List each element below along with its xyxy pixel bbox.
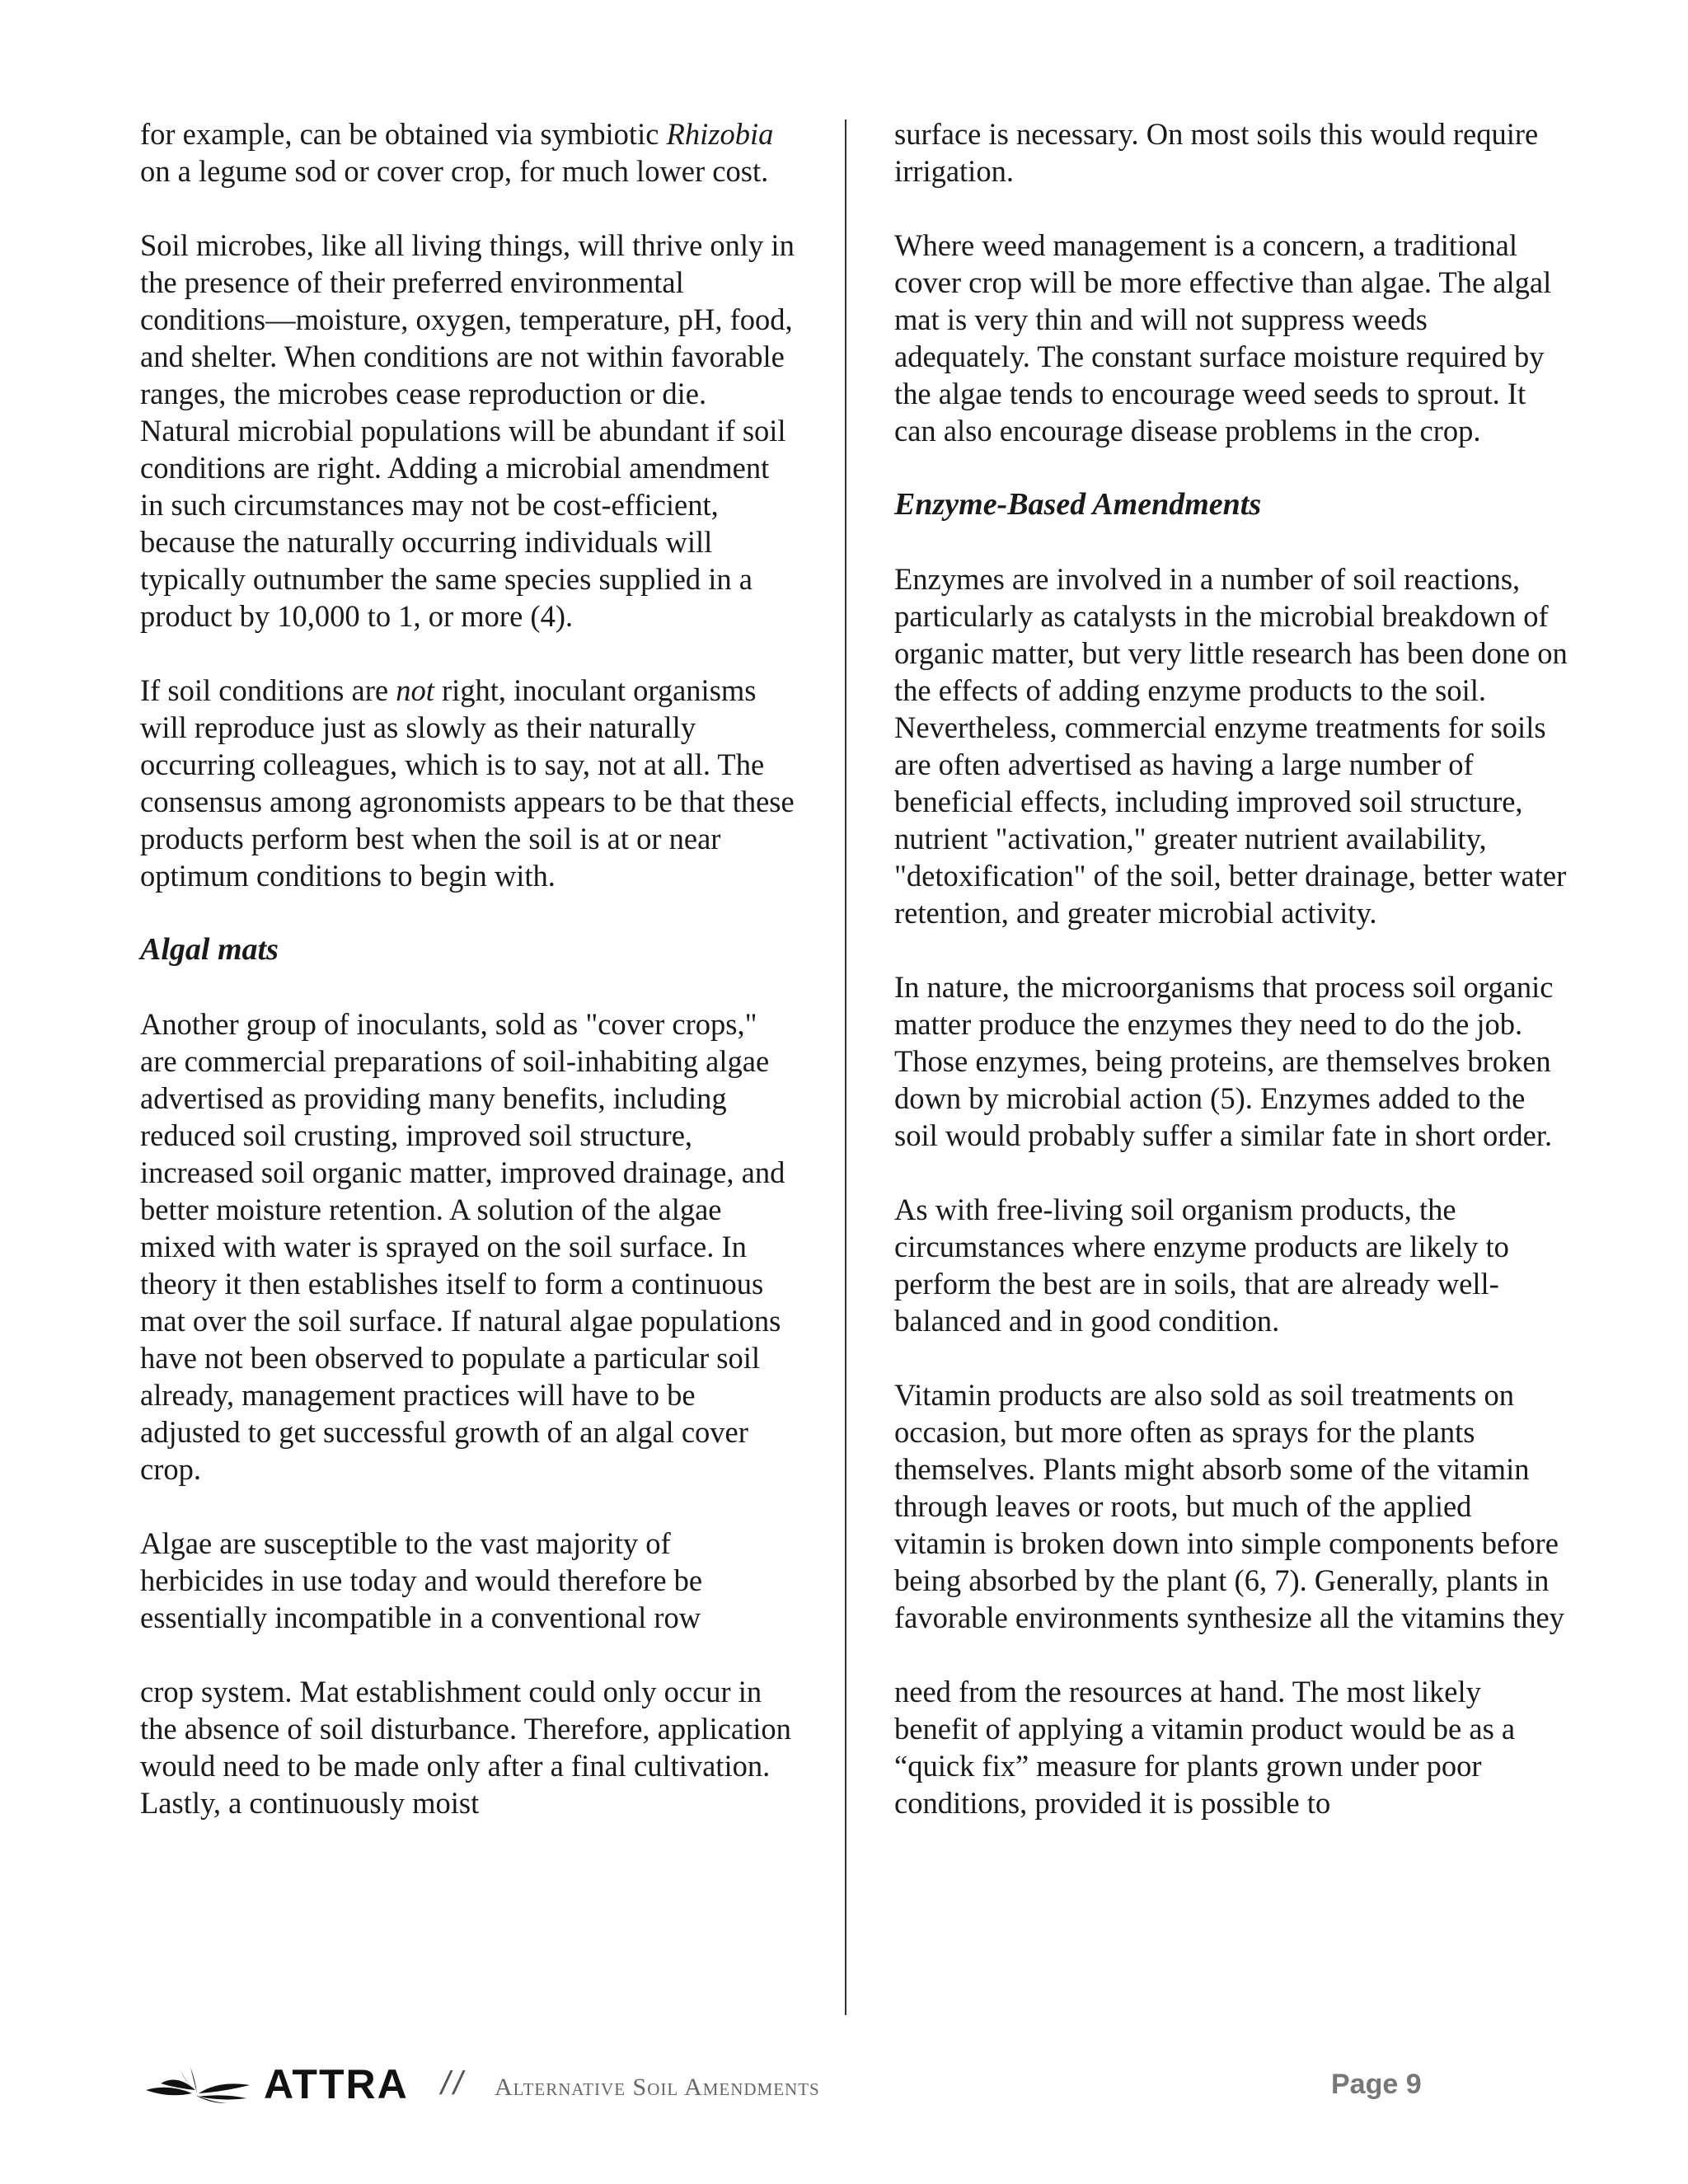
attra-logo-text: ATTRA <box>264 2061 409 2107</box>
footer-separator: // <box>441 2065 467 2102</box>
paragraph: As with free-living soil organism products, the circumstances where enzyme products are likely to perform the best are in soils, that are already well-balanced and in good condition. <box>894 1193 1509 1338</box>
text-run: on a legume sod or cover crop, for much lower cost. <box>140 154 769 188</box>
right-column <box>894 115 1570 1858</box>
italic-term: not <box>396 673 434 707</box>
paragraph: Enzymes are involved in a number of soil reactions, particularly as catalysts in the microbial breakdown of organic matter, but very little research has been done on the effects of adding enzyme products to the soil. Nevertheless, commercial enzyme treatments for soils are often advertised as having a large number of beneficial effects, including improved soil structure, nutrient "activation," greater nutrient availability, "detoxification" of the soil, better drainage, better water retention, and greater microbial activity. <box>894 562 1568 930</box>
page-footer <box>144 2060 1455 2110</box>
paragraph: Vitamin products are also sold as soil treatments on occasion, but more often as sprays for the plants themselves. Plants might absorb some of the vitamin through leaves or roots, but much of the applied vitamin is broken down into simple components before being absorbed by the plant (6, 7). Generally, plants in favorable environments synthesize all the vitamins they <box>894 1378 1564 1634</box>
document-title: Alternative Soil Amendments <box>495 2074 820 2101</box>
paragraph <box>140 115 783 190</box>
attra-leaf-logo-icon <box>144 2065 251 2105</box>
italic-term: Rhizobia <box>666 117 774 151</box>
left-column <box>140 115 799 1858</box>
paragraph: In nature, the microorganisms that process soil organic matter produce the enzymes they need to do the job. Those enzymes, being proteins, are themselves broken down by microbial action (5). Enzymes added to the soil would probably suffer a similar fate in short order. <box>894 970 1554 1152</box>
page-number: Page 9 <box>1331 2069 1422 2100</box>
text-run: If soil conditions are <box>140 673 396 707</box>
column-divider <box>845 120 846 2015</box>
paragraph: Where weed management is a concern, a traditional cover crop will be more effective than algae. The algal mat is very thin and will not suppress weeds adequately. The constant surface moisture required by the algae tends to encourage weed seeds to sprout. It can also encourage disease problems in the crop. <box>894 228 1552 448</box>
paragraph: Another group of inoculants, sold as "cover crops," are commercial preparations of soil-inhabiting algae advertised as providing many benefits, including reduced soil crusting, improved soil structure, increased soil organic matter, improved drainage, and better moisture retention. A solution of the algae mixed with water is sprayed on the soil surface. In theory it then establishes itself to form a continuous mat over the soil surface. If natural algae populations have not been observed to populate a particular soil already, management practices will have to be adjusted to get successful growth of an algal cover crop. <box>140 1007 785 1486</box>
paragraph <box>140 672 799 894</box>
paragraph: crop system. Mat establishment could only occur in the absence of soil disturbance. Therefore, application would need to be made only after a final cultivation. Lastly, a continuously moist <box>140 1675 791 1820</box>
section-heading: Enzyme-Based Amendments <box>894 487 1262 522</box>
section-heading: Algal mats <box>140 932 279 967</box>
paragraph: need from the resources at hand. The most likely benefit of applying a vitamin product would be as a “quick fix” measure for plants grown under poor conditions, provided it is possible to <box>894 1675 1516 1820</box>
text-run: for example, can be obtained via symbiotic <box>140 117 667 151</box>
paragraph: Soil microbes, like all living things, will thrive only in the presence of their preferred environmental conditions—moisture, oxygen, temperature, pH, food, and shelter. When conditions are not within favorable ranges, the microbes cease reproduction or die. Natural microbial populations will be abundant if soil conditions are right. Adding a microbial amendment in such circumstances may not be cost-efficient, because the naturally occurring individuals will typically outnumber the same species supplied in a product by 10,000 to 1, or more (4). <box>140 228 795 633</box>
paragraph: surface is necessary. On most soils this would require irrigation. <box>894 117 1539 188</box>
text-run: right, inoculant organisms will reproduce just as slowly as their naturally occurring colleagues, which is to say, not at all. The consensus among agronomists appears to be that these products perform best when the soil is at or near optimum conditions to begin with. <box>140 673 795 893</box>
paragraph: Algae are susceptible to the vast majority of herbicides in use today and would therefore be essentially incompatible in a conventional row <box>140 1526 703 1634</box>
